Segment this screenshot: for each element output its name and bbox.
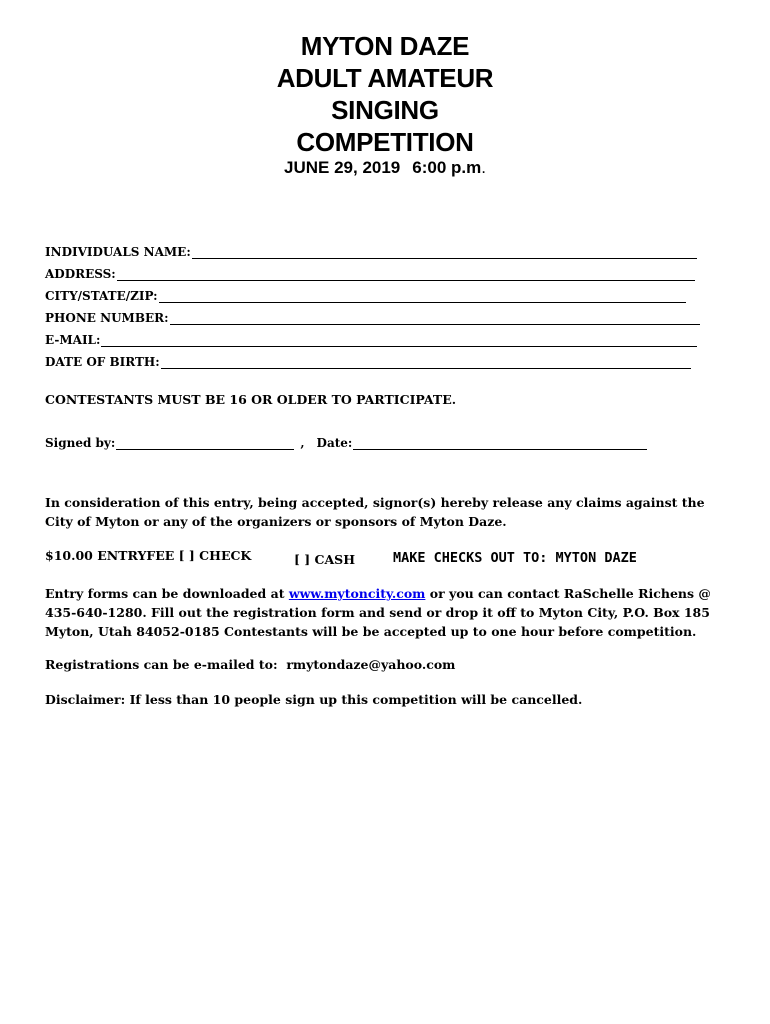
entry-text-before: Entry forms can be downloaded at xyxy=(45,586,289,601)
cash-option: [ ] CASH xyxy=(294,552,356,567)
title-line-4: COMPETITION xyxy=(296,127,474,157)
city-state-zip-label: CITY/STATE/ZIP: xyxy=(45,289,158,303)
date-of-birth-label: DATE OF BIRTH: xyxy=(45,355,160,369)
name-field[interactable] xyxy=(45,245,697,259)
event-date: JUNE 29, 2019 xyxy=(284,158,401,177)
signature-separator: , xyxy=(300,436,305,450)
registration-email-line xyxy=(45,655,455,674)
date-line[interactable] xyxy=(353,437,647,450)
phone-field[interactable] xyxy=(45,311,700,325)
website-link[interactable]: www.mytoncity.com xyxy=(288,586,426,601)
date-of-birth-line[interactable] xyxy=(161,356,691,369)
entry-fee-check: $10.00 ENTRYFEE [ ] CHECK xyxy=(45,548,252,563)
name-line[interactable] xyxy=(192,246,697,259)
address-field[interactable] xyxy=(45,267,695,281)
disclaimer: Disclaimer: If less than 10 people sign up this competition will be cancelled. xyxy=(45,692,583,707)
signed-by-label: Signed by: xyxy=(45,436,116,450)
phone-label: PHONE NUMBER: xyxy=(45,311,169,325)
registration-label: Registrations can be e-mailed to: xyxy=(45,657,278,672)
entry-instructions xyxy=(45,584,725,641)
title-line-3: SINGING xyxy=(331,95,439,125)
phone-line[interactable] xyxy=(170,312,700,325)
event-time: 6:00 p.m xyxy=(412,158,482,177)
signature-row xyxy=(45,436,647,450)
date-label: Date: xyxy=(316,436,353,450)
address-line[interactable] xyxy=(117,268,695,281)
make-checks-out-to: MAKE CHECKS OUT TO: MYTON DAZE xyxy=(393,550,637,566)
registration-email: rmytondaze@yahoo.com xyxy=(286,657,456,672)
city-state-zip-field[interactable] xyxy=(45,289,686,303)
entry-text-after: or you can contact RaSchelle Richens @ 435-640-1280. Fill out the registration form and send or drop it off to Myton City, P.O. Box 185 Myton, Utah 84052-0185 Contestants will be be accepted up to one hour before competition. xyxy=(45,586,711,639)
email-line[interactable] xyxy=(101,334,697,347)
signed-by-line[interactable] xyxy=(116,437,294,450)
title-line-2: ADULT AMATEUR xyxy=(276,63,494,93)
event-date-time xyxy=(0,158,770,178)
release-statement: In consideration of this entry, being accepted, signor(s) hereby release any claims against the City of Myton or any of the organizers or sponsors of Myton Daze. xyxy=(45,495,705,529)
event-time-suffix: . xyxy=(481,158,486,177)
date-of-birth-field[interactable] xyxy=(45,355,691,369)
city-state-zip-line[interactable] xyxy=(159,290,686,303)
address-label: ADDRESS: xyxy=(45,267,116,281)
name-label: INDIVIDUALS NAME: xyxy=(45,245,191,259)
age-notice: CONTESTANTS MUST BE 16 OR OLDER TO PARTICIPATE. xyxy=(45,392,457,407)
email-label: E-MAIL: xyxy=(45,333,101,347)
email-field[interactable] xyxy=(45,333,697,347)
title-line-1: MYTON DAZE xyxy=(300,31,470,61)
